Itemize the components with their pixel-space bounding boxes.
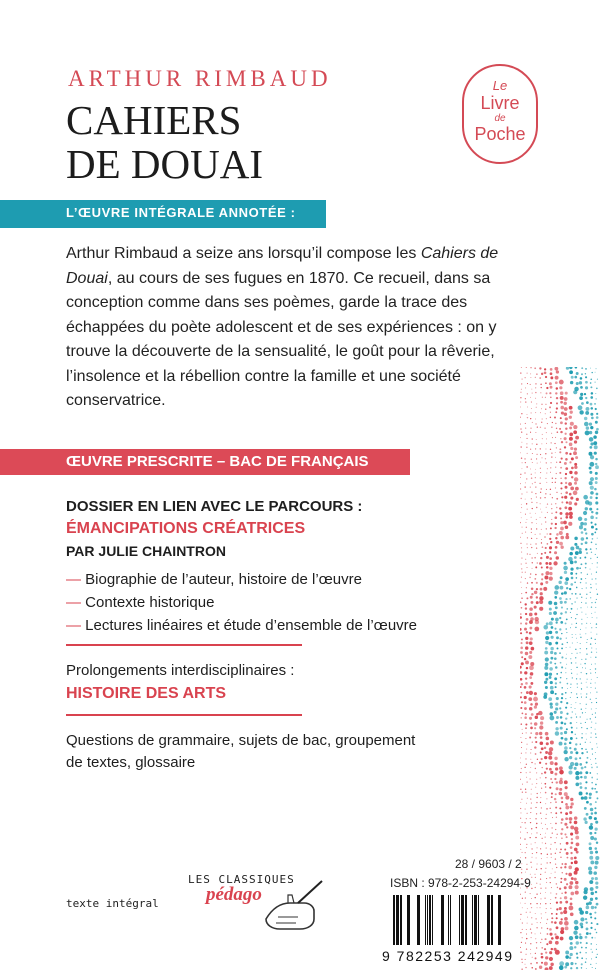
dash-bullet: — bbox=[66, 571, 81, 588]
dossier-heading: DOSSIER EN LIEN AVEC LE PARCOURS : bbox=[66, 498, 363, 515]
logo-text-le: Le bbox=[492, 78, 508, 93]
barcode-digits: 9 782253 242949 bbox=[382, 948, 514, 964]
dossier-item-text: Contexte historique bbox=[85, 594, 215, 611]
questions-line1: Questions de grammaire, sujets de bac, groupement bbox=[66, 732, 416, 749]
collection-pedago: pédago bbox=[206, 884, 262, 905]
dossier-item bbox=[66, 570, 362, 590]
barcode-bars bbox=[376, 895, 506, 947]
questions-line2: de textes, glossaire bbox=[66, 754, 196, 771]
logo-text-poche: Poche bbox=[474, 124, 526, 144]
dossier-item bbox=[66, 616, 417, 636]
dossier-item bbox=[66, 593, 214, 613]
dossier-item-text: Lectures linéaires et étude d’ensemble de l’œuvre bbox=[85, 617, 418, 634]
dash-bullet: — bbox=[66, 594, 81, 611]
dossier-item-text: Biographie de l’auteur, histoire de l’œuvre bbox=[85, 571, 362, 588]
dash-bullet: — bbox=[66, 617, 81, 634]
internal-code: 28 / 9603 / 2 bbox=[455, 857, 522, 871]
dotted-wave-decoration bbox=[520, 367, 600, 970]
dossier-parcours: ÉMANCIPATIONS CRÉATRICES bbox=[66, 520, 306, 537]
author-name: ARTHUR RIMBAUD bbox=[68, 66, 332, 91]
dossier-author: PAR JULIE CHAINTRON bbox=[66, 543, 226, 559]
description-part1: Arthur Rimbaud a seize ans lorsqu’il compose les bbox=[66, 245, 421, 262]
description-part2: , au cours de ses fugues en 1870. Ce recueil, dans sa conception comme dans ses poèmes, garde la trace des échappées du poète adolescent et de ses expériences : on y trouve la découverte de la sensualité, le goût pour la rêverie, l’insolence et la rébellion contre la famille et une société conservatrice. bbox=[66, 269, 497, 409]
separator-line bbox=[66, 644, 302, 646]
collection-name: LES CLASSIQUES bbox=[188, 873, 295, 886]
description-title-italic: Cahiers de Douai bbox=[66, 245, 499, 287]
book-title-line1: CAHIERS bbox=[66, 97, 242, 143]
teal-banner-label: L’ŒUVRE INTÉGRALE ANNOTÉE : bbox=[66, 205, 296, 220]
publisher-logo bbox=[462, 64, 538, 164]
isbn-number: ISBN : 978-2-253-24294-9 bbox=[390, 876, 531, 890]
logo-text-de: de bbox=[494, 113, 506, 124]
prolongements-value: HISTOIRE DES ARTS bbox=[66, 685, 227, 702]
writing-hand-icon bbox=[258, 873, 328, 933]
logo-text-livre: Livre bbox=[480, 93, 520, 113]
separator-line bbox=[66, 714, 302, 716]
book-title-line2: DE DOUAI bbox=[66, 141, 263, 187]
texte-integral-label: texte intégral bbox=[66, 897, 159, 910]
book-description bbox=[66, 242, 511, 414]
prolongements-label: Prolongements interdisciplinaires : bbox=[66, 662, 295, 679]
red-banner-label: ŒUVRE PRESCRITE – BAC DE FRANÇAIS bbox=[66, 453, 369, 470]
